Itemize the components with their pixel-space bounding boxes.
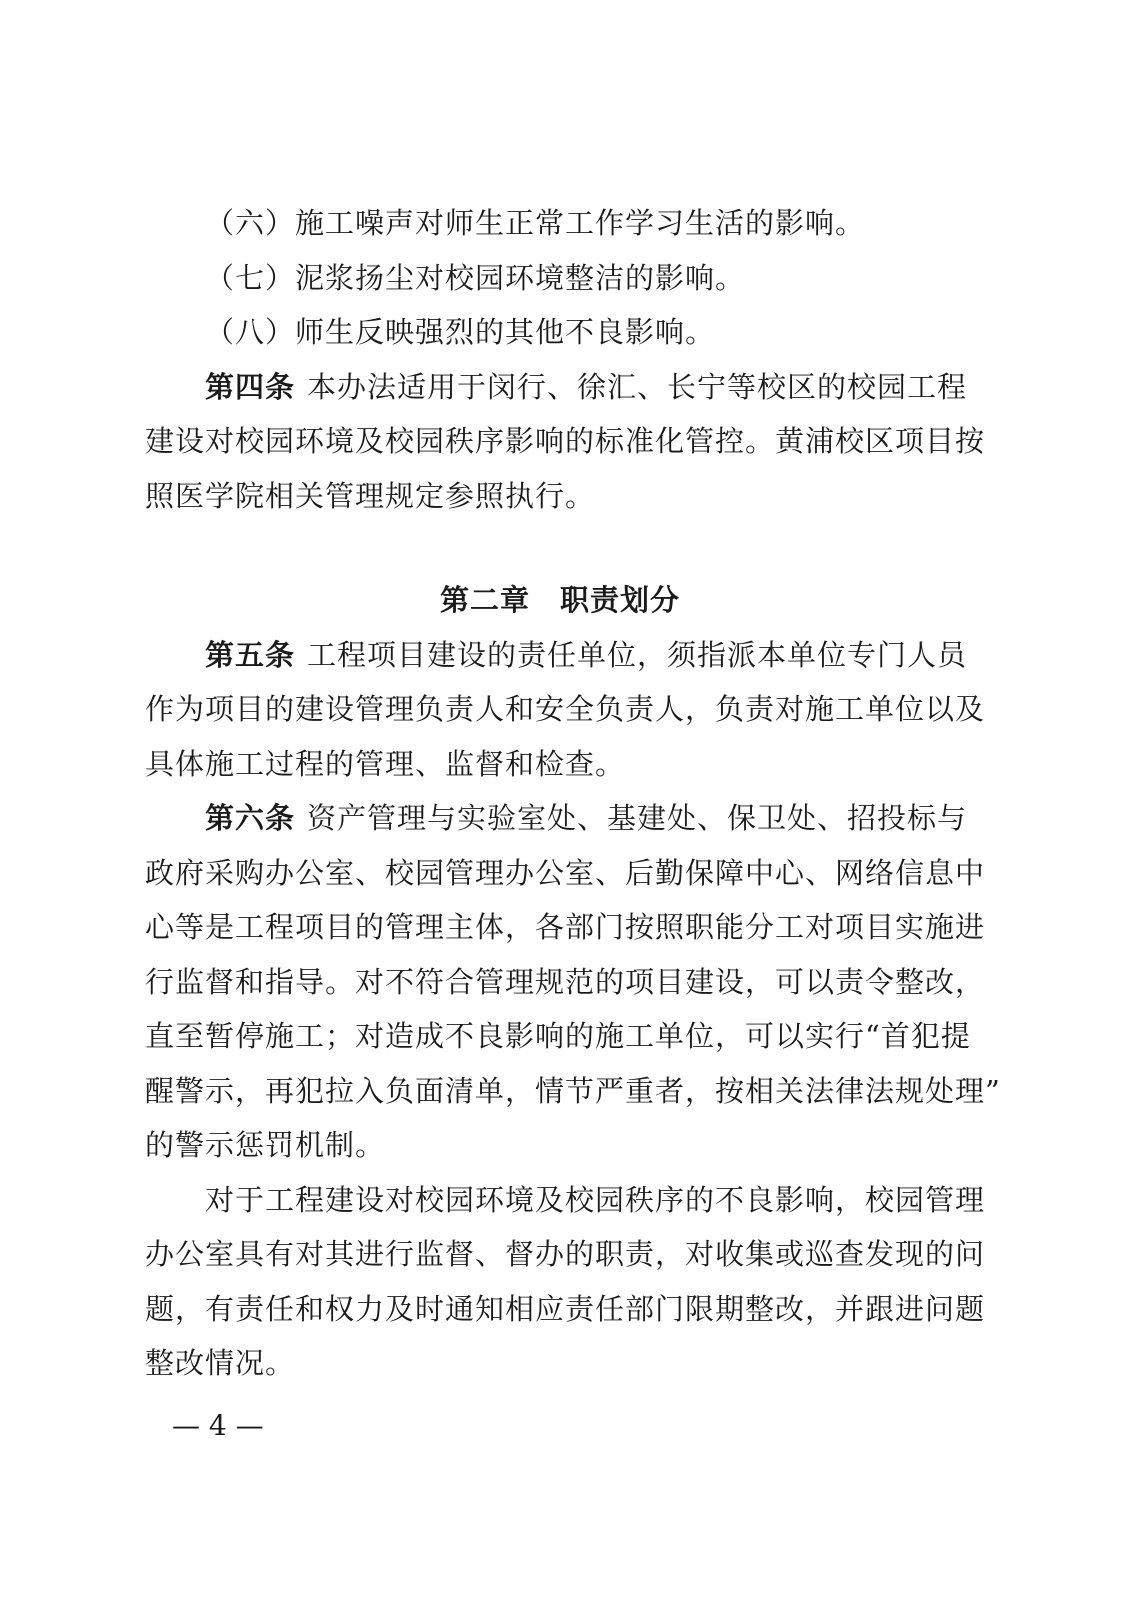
article-6-line-3: 心等是工程项目的管理主体，各部门按照职能分工对项目实施进 bbox=[145, 910, 986, 944]
article-6-line-4: 行监督和指导。对不符合管理规范的项目建设，可以责令整改， bbox=[145, 964, 986, 999]
list-item-6: （六）施工噪声对师生正常工作学习生活的影响。 bbox=[205, 206, 866, 240]
paragraph-line-1: 对于工程建设对校园环境及校园秩序的不良影响，校园管理 bbox=[205, 1182, 986, 1217]
paragraph-line-2: 办公室具有对其进行监督、督办的职责，对收集或巡查发现的问 bbox=[145, 1237, 986, 1271]
paragraph-line-3: 题，有责任和权力及时通知相应责任部门限期整改，并跟进问题 bbox=[145, 1291, 986, 1326]
list-item-7: （七）泥浆扬尘对校园环境整洁的影响。 bbox=[205, 260, 746, 295]
article-4-line-1: 第四条 本办法适用于闵行、徐汇、长宁等校区的校园工程 bbox=[205, 369, 968, 404]
article-4-line-3: 照医学院相关管理规定参照执行。 bbox=[145, 478, 596, 513]
article-5-label: 第五条 bbox=[205, 637, 296, 672]
section-gap bbox=[145, 523, 975, 573]
article-6-label: 第六条 bbox=[205, 801, 296, 835]
article-6-line-7: 的警示惩罚机制。 bbox=[145, 1128, 386, 1162]
article-6-line-2: 政府采购办公室、校园管理办公室、后勤保障中心、网络信息中 bbox=[145, 855, 986, 890]
article-5-line-1: 第五条 工程项目建设的责任单位，须指派本单位专门人员 bbox=[205, 637, 968, 672]
article-6-line-1: 第六条 资产管理与实验室处、基建处、保卫处、招投标与 bbox=[205, 801, 968, 835]
article-4-line-2: 建设对校园环境及校园秩序影响的标准化管控。黄浦校区项目按 bbox=[145, 424, 986, 458]
page-number: — 4 — bbox=[172, 1409, 264, 1442]
article-6-line-6: 醒警示，再犯拉入负面清单，情节严重者，按相关法律法规处理” bbox=[145, 1073, 1001, 1108]
article-4-label: 第四条 bbox=[205, 369, 296, 404]
article-5-line-3: 具体施工过程的管理、监督和检查。 bbox=[145, 746, 626, 781]
paragraph-line-4: 整改情况。 bbox=[145, 1346, 296, 1380]
chapter-heading: 第二章 职责划分 bbox=[439, 583, 680, 617]
document-body bbox=[145, 196, 1001, 1391]
article-6-line-5: 直至暂停施工；对造成不良影响的施工单位，可以实行“首犯提 bbox=[145, 1019, 971, 1053]
list-item-8: （八）师生反映强烈的其他不良影响。 bbox=[205, 315, 716, 349]
article-5-line-2: 作为项目的建设管理负责人和安全负责人，负责对施工单位以及 bbox=[145, 692, 986, 726]
